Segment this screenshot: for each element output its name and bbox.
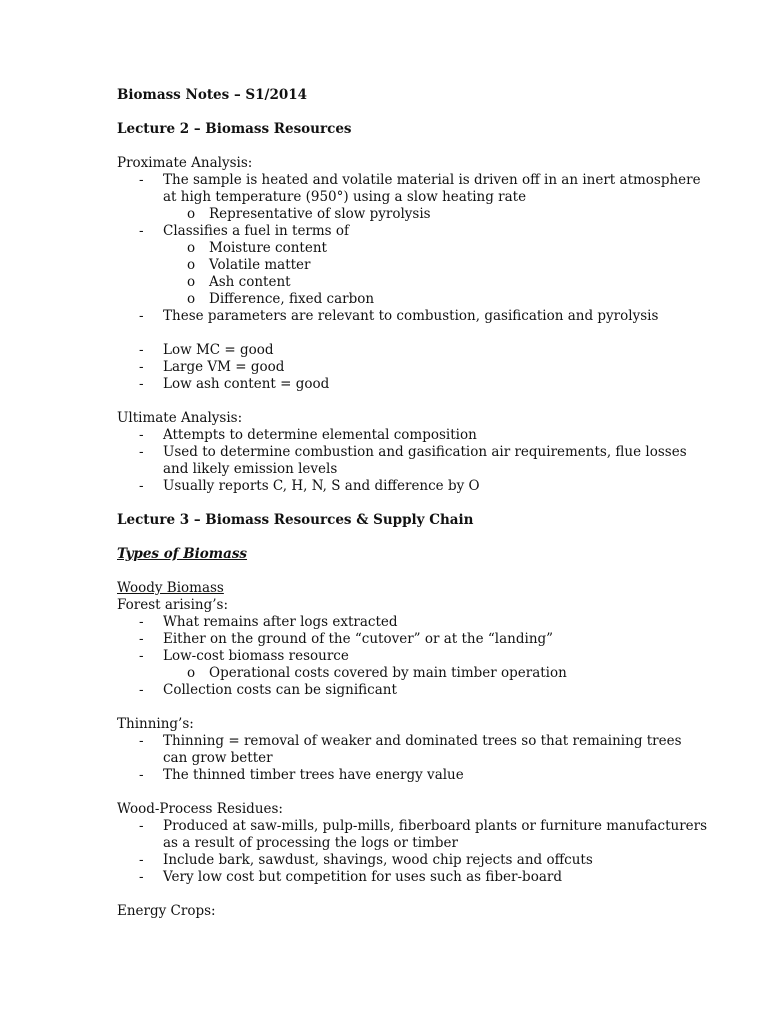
lecture-3-heading: Lecture 3 – Biomass Resources & Supply Chain xyxy=(117,512,474,528)
proximate-analysis-label: Proximate Analysis: xyxy=(117,155,253,171)
forest-arisings-label: Forest arising’s: xyxy=(117,597,229,613)
document-title: Biomass Notes – S1/2014 xyxy=(117,87,308,103)
list-item: - Very low cost but competition for uses such as fiber-board xyxy=(139,869,562,885)
list-item: - Attempts to determine elemental composition xyxy=(139,427,477,443)
types-of-biomass-heading: Types of Biomass xyxy=(117,546,248,562)
energy-crops-label: Energy Crops: xyxy=(117,903,216,919)
list-item: - What remains after logs extracted xyxy=(139,614,398,630)
list-item: - Either on the ground of the “cutover” or at the “landing” xyxy=(139,631,554,647)
proximate-list xyxy=(117,172,708,325)
list-item: - Produced at saw-mills, pulp-mills, fiberboard plants or furniture manufacturers as a result of processing the logs or timber xyxy=(139,818,708,851)
ultimate-list xyxy=(117,427,708,495)
list-item: - Used to determine combustion and gasification air requirements, flue losses and likely emission levels xyxy=(139,444,687,477)
quality-list xyxy=(117,342,708,393)
list-item: - Thinning = removal of weaker and dominated trees so that remaining trees can grow better xyxy=(139,733,682,766)
list-item: - Usually reports C, H, N, S and difference by O xyxy=(139,478,480,494)
woody-biomass-heading: Woody Biomass xyxy=(117,580,224,596)
lecture-2-heading: Lecture 2 – Biomass Resources xyxy=(117,121,352,137)
list-item: - The thinned timber trees have energy value xyxy=(139,767,464,783)
list-item: - These parameters are relevant to combustion, gasification and pyrolysis xyxy=(139,308,659,324)
list-item: - Low ash content = good xyxy=(139,376,330,392)
thinning-list xyxy=(117,733,708,784)
list-item: - Collection costs can be significant xyxy=(139,682,397,698)
sub-list-item: o Moisture content xyxy=(187,240,327,256)
forest-list xyxy=(117,614,708,699)
ultimate-analysis-label: Ultimate Analysis: xyxy=(117,410,243,426)
list-item: - Include bark, sawdust, shavings, wood chip rejects and offcuts xyxy=(139,852,593,868)
sub-list-item: o Volatile matter xyxy=(187,257,311,273)
sub-list-item: o Difference, fixed carbon xyxy=(187,291,375,307)
list-item: - Low-cost biomass resource o Operational costs covered by main timber operation xyxy=(117,648,708,682)
sub-list-item: o Representative of slow pyrolysis xyxy=(187,206,431,222)
list-item: - Classifies a fuel in terms of o Moisture content o Volatile matter o Ash content o Difference, fixed carbon xyxy=(117,223,708,308)
sub-list xyxy=(163,665,708,682)
sub-list xyxy=(163,206,708,223)
list-item: - Large VM = good xyxy=(139,359,285,375)
thinnings-label: Thinning’s: xyxy=(117,716,194,732)
wood-process-residues-label: Wood-Process Residues: xyxy=(117,801,283,817)
sub-list xyxy=(163,240,708,308)
sub-list-item: o Operational costs covered by main timber operation xyxy=(187,665,567,681)
list-item: - Low MC = good xyxy=(139,342,274,358)
wood-process-list xyxy=(117,818,708,886)
list-item: - The sample is heated and volatile material is driven off in an inert atmosphere at high temperature (950°) using a slow heating rate o Representative of slow pyrolysis xyxy=(117,172,708,223)
sub-list-item: o Ash content xyxy=(187,274,291,290)
